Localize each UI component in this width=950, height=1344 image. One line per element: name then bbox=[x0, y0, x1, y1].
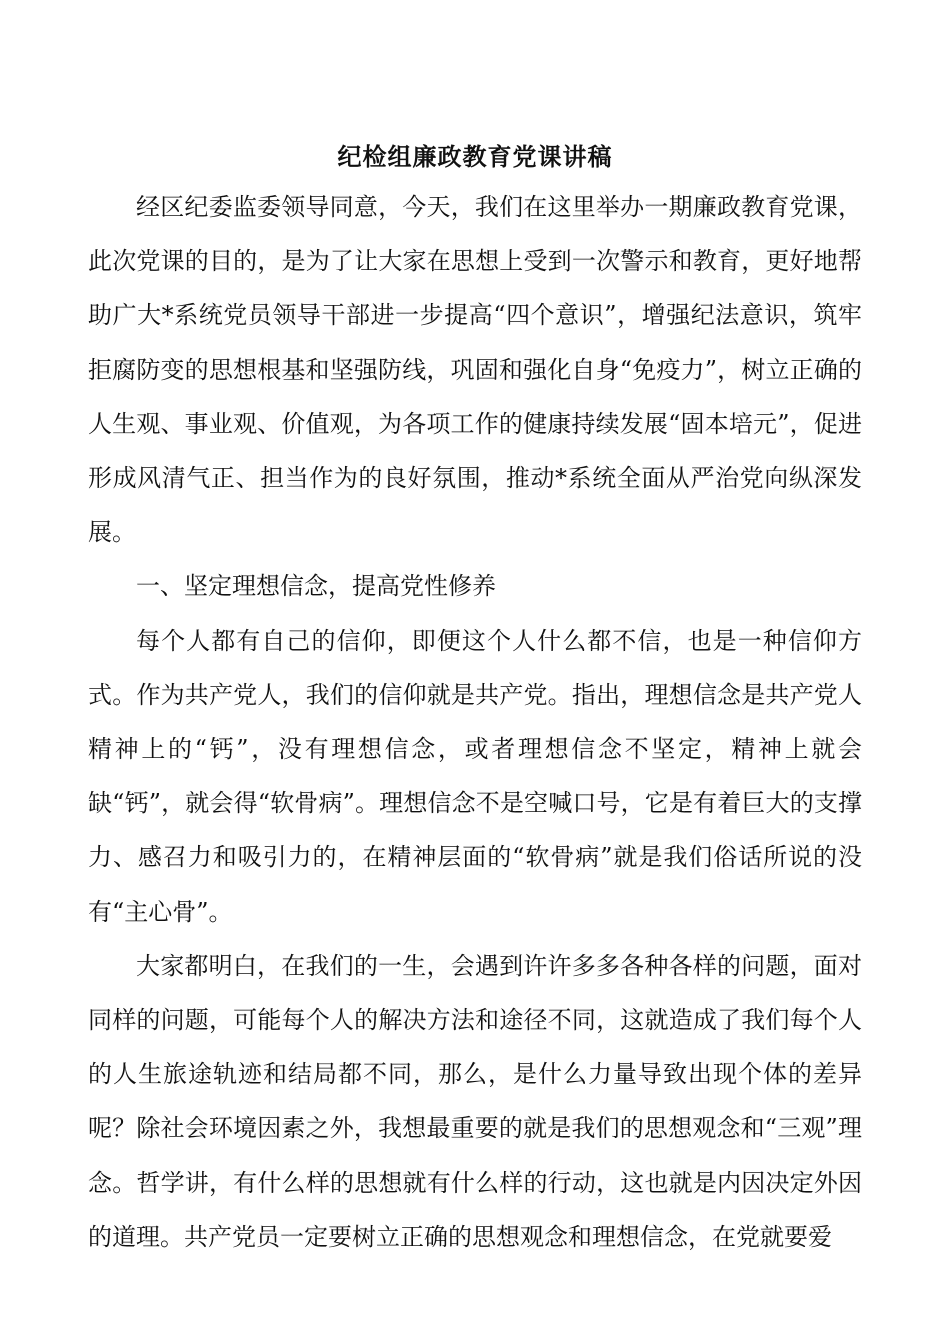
document-title: 纪检组廉政教育党课讲稿 bbox=[337, 142, 613, 171]
document-body bbox=[88, 180, 862, 1264]
paragraph-ideals: 每个人都有自己的信仰，即便这个人什么都不信，也是一种信仰方式。作为共产党人，我们的信仰就是共产党。指出，理想信念是共产党人精神上的“钙”，没有理想信念，或者理想信念不坚定，精神上就会缺“钙”，就会得“软骨病”。理想信念不是空喊口号，它是有着巨大的支撑力、感召力和吸引力的，在精神层面的“软骨病”就是我们俗话所说的没有“主心骨”。 bbox=[88, 626, 862, 926]
paragraph-values: 大家都明白，在我们的一生，会遇到许许多多各种各样的问题，面对同样的问题，可能每个人的解决方法和途径不同，这就造成了我们每个人的人生旅途轨迹和结局都不同，那么，是什么力量导致出现个体的差异呢？除社会环境因素之外，我想最重要的就是我们的思想观念和“三观”理念。哲学讲，有什么样的思想就有什么样的行动，这也就是内因决定外因的道理。共产党员一定要树立正确的思想观念和理想信念，在党就要爱 bbox=[88, 951, 862, 1251]
section-heading: 一、坚定理想信念，提高党性修养 bbox=[136, 572, 496, 601]
paragraph-intro: 经区纪委监委领导同意，今天，我们在这里举办一期廉政教育党课，此次党课的目的，是为了让大家在思想上受到一次警示和教育，更好地帮助广大*系统党员领导干部进一步提高“四个意识”，增强纪法意识，筑牢拒腐防变的思想根基和坚强防线，巩固和强化自身“免疫力”，树立正确的人生观、事业观、价值观，为各项工作的健康持续发展“固本培元”，促进形成风清气正、担当作为的良好氛围，推动*系统全面从严治党向纵深发展。 bbox=[88, 193, 862, 547]
